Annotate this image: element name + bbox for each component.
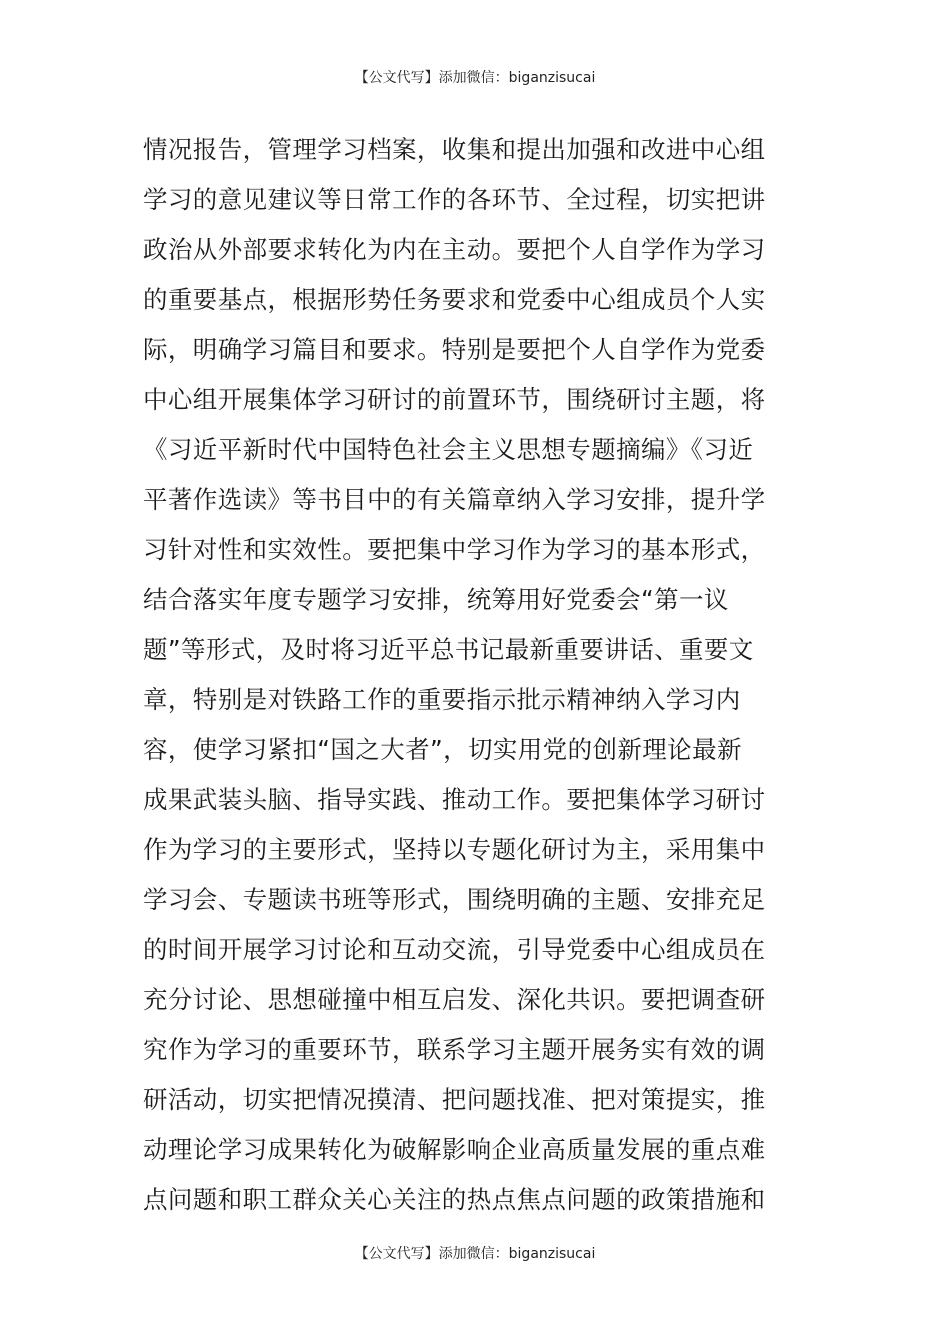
text-line: 动理论学习成果转化为破解影响企业高质量发展的重点难: [143, 1135, 766, 1164]
text-line: 习针对性和实效性。要把集中学习作为学习的基本形式，: [143, 535, 766, 564]
header-watermark-note: 【公文代写】添加微信：biganzisucai: [354, 70, 596, 86]
text-line: 作为学习的主要形式，坚持以专题化研讨为主，采用集中: [143, 835, 766, 864]
text-line: 成果武装头脑、指导实践、推动工作。要把集体学习研讨: [143, 785, 766, 814]
text-line: 容，使学习紧扣“国之大者”，切实用党的创新理论最新: [143, 735, 742, 764]
text-line: 充分讨论、思想碰撞中相互启发、深化共识。要把调查研: [143, 985, 766, 1014]
text-line: 题”等形式，及时将习近平总书记最新重要讲话、重要文: [143, 635, 754, 664]
body-paragraph: [143, 125, 813, 1225]
text-line: 学习的意见建议等日常工作的各环节、全过程，切实把讲: [143, 185, 766, 214]
footer-watermark-note: 【公文代写】添加微信：biganzisucai: [354, 1246, 596, 1262]
text-line: 点问题和职工群众关心关注的热点焦点问题的政策措施和: [143, 1185, 766, 1214]
text-line: 际，明确学习篇目和要求。特别是要把个人自学作为党委: [143, 335, 766, 364]
text-line: 中心组开展集体学习研讨的前置环节，围绕研讨主题，将: [143, 385, 766, 414]
text-line: 《习近平新时代中国特色社会主义思想专题摘编》《习近: [143, 435, 754, 464]
text-line: 学习会、专题读书班等形式，围绕明确的主题、安排充足: [143, 885, 766, 914]
text-line: 研活动，切实把情况摸清、把问题找准、把对策提实，推: [143, 1085, 766, 1114]
text-line: 情况报告，管理学习档案，收集和提出加强和改进中心组: [143, 135, 766, 164]
text-line: 平著作选读》等书目中的有关篇章纳入学习安排，提升学: [143, 485, 766, 514]
text-line: 政治从外部要求转化为内在主动。要把个人自学作为学习: [143, 235, 766, 264]
text-line: 章，特别是对铁路工作的重要指示批示精神纳入学习内: [143, 685, 741, 714]
text-line: 结合落实年度专题学习安排，统筹用好党委会“第一议: [143, 585, 729, 614]
text-line: 的时间开展学习讨论和互动交流，引导党委中心组成员在: [143, 935, 766, 964]
text-line: 的重要基点，根据形势任务要求和党委中心组成员个人实: [143, 285, 766, 314]
text-line: 究作为学习的重要环节，联系学习主题开展务实有效的调: [143, 1035, 766, 1064]
